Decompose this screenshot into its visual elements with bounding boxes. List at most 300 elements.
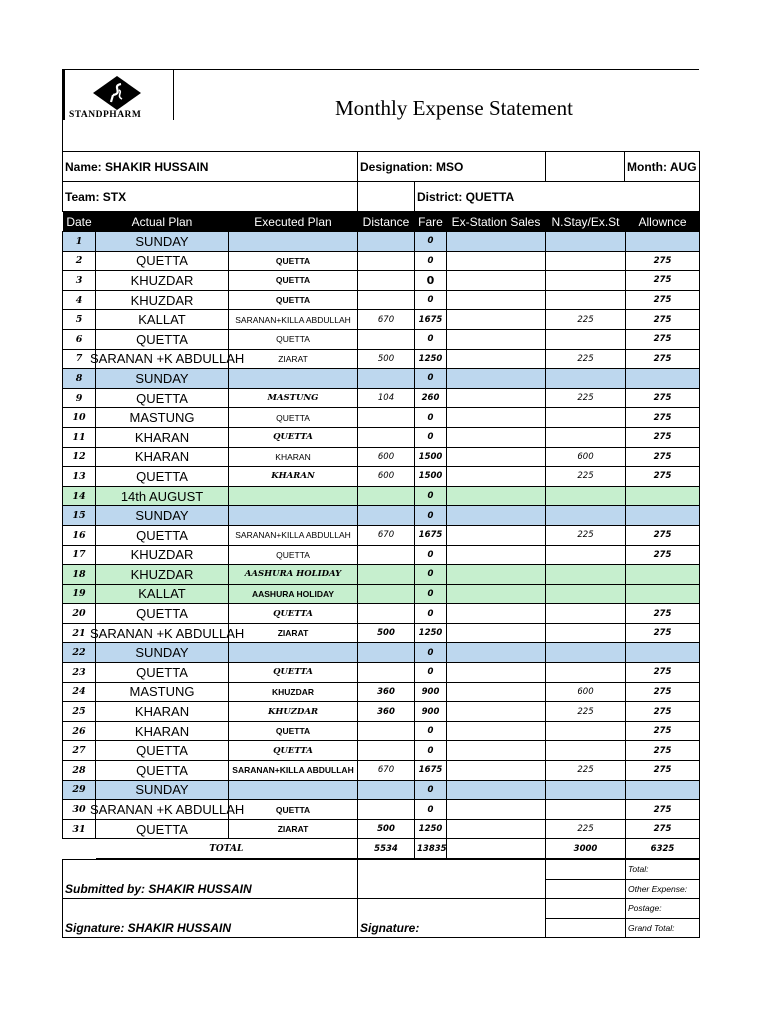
row-fare: 0 (415, 232, 447, 252)
row-actual-plan: KHUZDAR (96, 545, 229, 565)
expense-row (63, 584, 700, 604)
row-distance (358, 663, 415, 683)
row-ex-station-sales (447, 584, 546, 604)
row-distance (358, 329, 415, 349)
row-executed-plan: QUETTA (229, 251, 358, 271)
row-executed-plan: QUETTA (229, 545, 358, 565)
row-ex-station-sales (447, 251, 546, 271)
row-date: 17 (63, 545, 96, 565)
row-allowance: 275 (626, 388, 700, 408)
row-ex-station-sales (447, 702, 546, 722)
expense-table (62, 212, 700, 859)
row-ex-station-sales (447, 741, 546, 761)
row-ex-station-sales (447, 467, 546, 487)
row-distance: 500 (358, 819, 415, 839)
expense-row (63, 310, 700, 330)
expense-row (63, 761, 700, 781)
row-distance (358, 506, 415, 526)
row-actual-plan: KHARAN (96, 721, 229, 741)
row-executed-plan: MASTUNG (229, 388, 358, 408)
row-distance (358, 408, 415, 428)
row-fare: 900 (415, 682, 447, 702)
row-allowance: 275 (626, 329, 700, 349)
row-nstay (546, 486, 626, 506)
expense-row (63, 545, 700, 565)
row-nstay (546, 604, 626, 624)
row-ex-station-sales (447, 643, 546, 663)
expense-row (63, 604, 700, 624)
row-ex-station-sales (447, 682, 546, 702)
row-distance (358, 604, 415, 624)
row-actual-plan: KALLAT (96, 584, 229, 604)
row-distance (358, 486, 415, 506)
total-allowance: 6325 (626, 839, 700, 859)
row-date: 13 (63, 467, 96, 487)
row-executed-plan: QUETTA (229, 427, 358, 447)
row-date: 9 (63, 388, 96, 408)
row-distance: 360 (358, 702, 415, 722)
row-distance (358, 290, 415, 310)
expense-row (63, 369, 700, 389)
row-nstay (546, 329, 626, 349)
row-executed-plan: QUETTA (229, 408, 358, 428)
expense-row (63, 271, 700, 291)
document-title: Monthly Expense Statement (335, 96, 573, 120)
row-executed-plan (229, 486, 358, 506)
row-nstay: 225 (546, 349, 626, 369)
employee-info-table (62, 151, 700, 212)
row-ex-station-sales (447, 525, 546, 545)
row-executed-plan: QUETTA (229, 290, 358, 310)
row-distance (358, 251, 415, 271)
row-fare: 900 (415, 702, 447, 722)
row-actual-plan: QUETTA (96, 761, 229, 781)
row-nstay: 600 (546, 682, 626, 702)
row-allowance (626, 565, 700, 585)
row-executed-plan: SARANAN+KILLA ABDULLAH (229, 525, 358, 545)
other-expense-label: Other Expense: (626, 879, 700, 899)
row-nstay (546, 232, 626, 252)
row-executed-plan: QUETTA (229, 663, 358, 683)
row-date: 5 (63, 310, 96, 330)
row-fare: 1250 (415, 623, 447, 643)
expense-row (63, 819, 700, 839)
employee-district: District: QUETTA (415, 182, 700, 212)
row-fare: 0 (415, 780, 447, 800)
row-distance: 670 (358, 525, 415, 545)
company-logo (62, 70, 174, 120)
signature-submitter: Signature: SHAKIR HUSSAIN (63, 899, 358, 938)
row-executed-plan: AASHURA HOLIDAY (229, 584, 358, 604)
row-actual-plan: QUETTA (96, 819, 229, 839)
expense-row (63, 408, 700, 428)
row-distance: 600 (358, 467, 415, 487)
row-executed-plan: KHUZDAR (229, 682, 358, 702)
row-fare: 0 (415, 427, 447, 447)
row-distance: 104 (358, 388, 415, 408)
row-allowance: 275 (626, 721, 700, 741)
row-allowance (626, 643, 700, 663)
row-ex-station-sales (447, 721, 546, 741)
row-fare: 1675 (415, 525, 447, 545)
row-executed-plan (229, 506, 358, 526)
row-actual-plan: QUETTA (96, 741, 229, 761)
employee-team: Team: STX (63, 182, 358, 212)
expense-row (63, 290, 700, 310)
expense-row (63, 388, 700, 408)
row-allowance: 275 (626, 349, 700, 369)
col-header-distance: Distance (358, 212, 415, 232)
row-ex-station-sales (447, 290, 546, 310)
row-distance (358, 643, 415, 663)
submitted-by: Submitted by: SHAKIR HUSSAIN (63, 860, 358, 899)
row-date: 3 (63, 271, 96, 291)
row-nstay (546, 565, 626, 585)
row-actual-plan: SUNDAY (96, 506, 229, 526)
standpharm-logo-icon (91, 76, 143, 110)
expense-row (63, 702, 700, 722)
row-actual-plan: QUETTA (96, 329, 229, 349)
row-actual-plan: QUETTA (96, 663, 229, 683)
row-actual-plan: 14th AUGUST (96, 486, 229, 506)
row-allowance: 275 (626, 525, 700, 545)
blank-cell (358, 182, 415, 212)
row-allowance: 275 (626, 251, 700, 271)
expense-sheet (62, 69, 699, 938)
row-fare: 0 (415, 545, 447, 565)
row-executed-plan: QUETTA (229, 271, 358, 291)
row-actual-plan: KHUZDAR (96, 271, 229, 291)
row-ex-station-sales (447, 486, 546, 506)
row-date: 28 (63, 761, 96, 781)
total-label: TOTAL (96, 839, 358, 859)
row-executed-plan (229, 232, 358, 252)
row-actual-plan: KHARAN (96, 447, 229, 467)
row-allowance: 275 (626, 800, 700, 820)
row-actual-plan: SARANAN +K ABDULLAH (96, 800, 229, 820)
row-actual-plan: QUETTA (96, 604, 229, 624)
row-date: 31 (63, 819, 96, 839)
logo-text: STANDPHARM (69, 110, 142, 120)
row-actual-plan: QUETTA (96, 388, 229, 408)
row-distance (358, 545, 415, 565)
row-date: 2 (63, 251, 96, 271)
row-allowance: 275 (626, 310, 700, 330)
row-fare: 1675 (415, 310, 447, 330)
row-executed-plan (229, 780, 358, 800)
row-actual-plan: MASTUNG (96, 408, 229, 428)
row-allowance: 275 (626, 290, 700, 310)
row-date: 21 (63, 623, 96, 643)
row-nstay (546, 369, 626, 389)
row-fare: 0 (415, 408, 447, 428)
row-allowance: 275 (626, 663, 700, 683)
row-nstay: 225 (546, 761, 626, 781)
row-ex-station-sales (447, 232, 546, 252)
row-nstay (546, 271, 626, 291)
row-ex-station-sales (447, 506, 546, 526)
row-executed-plan: KHARAN (229, 467, 358, 487)
row-ex-station-sales (447, 349, 546, 369)
row-nstay: 225 (546, 388, 626, 408)
total-distance: 5534 (358, 839, 415, 859)
row-ex-station-sales (447, 800, 546, 820)
row-nstay (546, 643, 626, 663)
row-executed-plan: KHUZDAR (229, 702, 358, 722)
expense-row (63, 741, 700, 761)
row-allowance: 275 (626, 427, 700, 447)
expense-row (63, 349, 700, 369)
row-allowance: 275 (626, 741, 700, 761)
statement-month: Month: AUG (625, 152, 700, 182)
row-nstay (546, 545, 626, 565)
row-distance: 670 (358, 761, 415, 781)
row-executed-plan: SARANAN+KILLA ABDULLAH (229, 761, 358, 781)
row-date: 10 (63, 408, 96, 428)
row-allowance: 275 (626, 545, 700, 565)
row-ex-station-sales (447, 819, 546, 839)
row-executed-plan: QUETTA (229, 741, 358, 761)
expense-row (63, 623, 700, 643)
row-distance (358, 780, 415, 800)
row-allowance (626, 486, 700, 506)
row-allowance (626, 369, 700, 389)
row-distance: 500 (358, 349, 415, 369)
row-date: 25 (63, 702, 96, 722)
row-date: 16 (63, 525, 96, 545)
row-distance (358, 271, 415, 291)
col-header-executed-plan: Executed Plan (229, 212, 358, 232)
row-actual-plan: SUNDAY (96, 369, 229, 389)
expense-row (63, 643, 700, 663)
expense-row (63, 682, 700, 702)
row-date: 19 (63, 584, 96, 604)
row-fare: 1500 (415, 467, 447, 487)
row-date: 1 (63, 232, 96, 252)
row-executed-plan: AASHURA HOLIDAY (229, 565, 358, 585)
row-nstay (546, 251, 626, 271)
row-fare: 1250 (415, 349, 447, 369)
row-nstay (546, 408, 626, 428)
row-distance (358, 427, 415, 447)
row-nstay (546, 290, 626, 310)
row-nstay: 225 (546, 310, 626, 330)
row-nstay: 600 (546, 447, 626, 467)
footer-table (62, 859, 700, 938)
row-distance (358, 584, 415, 604)
expense-row (63, 486, 700, 506)
postage-label: Postage: (626, 899, 700, 919)
row-fare: 260 (415, 388, 447, 408)
row-actual-plan: KHARAN (96, 427, 229, 447)
row-distance: 670 (358, 310, 415, 330)
row-fare: 0 (415, 486, 447, 506)
row-allowance: 275 (626, 447, 700, 467)
row-date: 29 (63, 780, 96, 800)
row-executed-plan: QUETTA (229, 604, 358, 624)
row-actual-plan: SUNDAY (96, 232, 229, 252)
expense-row (63, 251, 700, 271)
col-header-date: Date (63, 212, 96, 232)
row-allowance (626, 584, 700, 604)
row-allowance (626, 780, 700, 800)
row-executed-plan: ZIARAT (229, 349, 358, 369)
row-executed-plan: ZIARAT (229, 623, 358, 643)
expense-row (63, 721, 700, 741)
col-header-fare: Fare (415, 212, 447, 232)
row-executed-plan: QUETTA (229, 800, 358, 820)
row-date: 4 (63, 290, 96, 310)
totals-row (63, 839, 700, 859)
col-header-actual-plan: Actual Plan (96, 212, 229, 232)
row-actual-plan: KHUZDAR (96, 565, 229, 585)
row-date: 6 (63, 329, 96, 349)
row-date: 24 (63, 682, 96, 702)
expense-row (63, 565, 700, 585)
row-fare: 0 (415, 663, 447, 683)
row-date: 27 (63, 741, 96, 761)
col-header-ex-station-sales: Ex-Station Sales (447, 212, 546, 232)
row-date: 30 (63, 800, 96, 820)
row-fare: 0 (415, 584, 447, 604)
row-ex-station-sales (447, 310, 546, 330)
row-fare: 0 (415, 604, 447, 624)
row-nstay: 225 (546, 702, 626, 722)
row-distance: 600 (358, 447, 415, 467)
row-nstay: 225 (546, 525, 626, 545)
row-actual-plan: QUETTA (96, 467, 229, 487)
row-executed-plan: QUETTA (229, 721, 358, 741)
row-nstay (546, 663, 626, 683)
row-ex-station-sales (447, 761, 546, 781)
row-fare: 0 (415, 800, 447, 820)
row-nstay (546, 741, 626, 761)
expense-row (63, 447, 700, 467)
row-date: 11 (63, 427, 96, 447)
row-nstay (546, 584, 626, 604)
row-executed-plan: ZIARAT (229, 819, 358, 839)
row-fare: 0 (415, 369, 447, 389)
row-date: 7 (63, 349, 96, 369)
expense-row (63, 800, 700, 820)
row-fare: 1675 (415, 761, 447, 781)
row-fare: 0 (415, 251, 447, 271)
row-executed-plan: SARANAN+KILLA ABDULLAH (229, 310, 358, 330)
expense-row (63, 506, 700, 526)
row-allowance: 275 (626, 819, 700, 839)
row-nstay (546, 623, 626, 643)
row-executed-plan (229, 643, 358, 663)
row-distance (358, 721, 415, 741)
row-allowance (626, 232, 700, 252)
total-nstay: 3000 (546, 839, 626, 859)
row-actual-plan: SUNDAY (96, 780, 229, 800)
row-fare: 0 (415, 271, 447, 291)
row-actual-plan: KHUZDAR (96, 290, 229, 310)
row-date: 23 (63, 663, 96, 683)
column-header-row (63, 212, 700, 232)
row-actual-plan: SARANAN +K ABDULLAH (96, 623, 229, 643)
row-ex-station-sales (447, 329, 546, 349)
row-actual-plan: SARANAN +K ABDULLAH (96, 349, 229, 369)
row-allowance: 275 (626, 467, 700, 487)
row-fare: 1500 (415, 447, 447, 467)
row-fare: 0 (415, 290, 447, 310)
row-allowance: 275 (626, 682, 700, 702)
row-fare: 0 (415, 721, 447, 741)
expense-row (63, 525, 700, 545)
row-distance (358, 232, 415, 252)
grand-total-label: Grand Total: (626, 918, 700, 938)
row-nstay (546, 506, 626, 526)
row-fare: 0 (415, 329, 447, 349)
row-fare: 1250 (415, 819, 447, 839)
row-ex-station-sales (447, 447, 546, 467)
row-actual-plan: KALLAT (96, 310, 229, 330)
row-allowance: 275 (626, 408, 700, 428)
row-ex-station-sales (447, 369, 546, 389)
row-ex-station-sales (447, 565, 546, 585)
row-actual-plan: QUETTA (96, 251, 229, 271)
row-ex-station-sales (447, 663, 546, 683)
row-allowance: 275 (626, 604, 700, 624)
row-date: 14 (63, 486, 96, 506)
expense-row (63, 427, 700, 447)
row-allowance (626, 506, 700, 526)
row-actual-plan: MASTUNG (96, 682, 229, 702)
row-actual-plan: KHARAN (96, 702, 229, 722)
row-date: 22 (63, 643, 96, 663)
row-date: 20 (63, 604, 96, 624)
expense-row (63, 780, 700, 800)
row-ex-station-sales (447, 623, 546, 643)
col-header-nstay: N.Stay/Ex.St (546, 212, 626, 232)
row-ex-station-sales (447, 388, 546, 408)
row-ex-station-sales (447, 604, 546, 624)
row-allowance: 275 (626, 623, 700, 643)
row-nstay: 225 (546, 467, 626, 487)
employee-designation: Designation: MSO (358, 152, 546, 182)
row-distance: 360 (358, 682, 415, 702)
row-date: 18 (63, 565, 96, 585)
row-distance (358, 565, 415, 585)
expense-row (63, 663, 700, 683)
row-distance: 500 (358, 623, 415, 643)
row-executed-plan (229, 369, 358, 389)
row-fare: 0 (415, 741, 447, 761)
row-ex-station-sales (447, 780, 546, 800)
total-fare: 13835 (415, 839, 447, 859)
expense-row (63, 467, 700, 487)
row-allowance: 275 (626, 271, 700, 291)
row-actual-plan: SUNDAY (96, 643, 229, 663)
row-fare: 0 (415, 643, 447, 663)
employee-name: Name: SHAKIR HUSSAIN (63, 152, 358, 182)
row-fare: 0 (415, 565, 447, 585)
total-label-cell: Total: (626, 860, 700, 880)
row-date: 8 (63, 369, 96, 389)
row-executed-plan: QUETTA (229, 329, 358, 349)
row-date: 12 (63, 447, 96, 467)
expense-row (63, 329, 700, 349)
row-nstay (546, 427, 626, 447)
blank-cell (546, 152, 625, 182)
row-ex-station-sales (447, 427, 546, 447)
col-header-allowance: Allownce (626, 212, 700, 232)
row-fare: 0 (415, 506, 447, 526)
row-ex-station-sales (447, 271, 546, 291)
row-nstay (546, 780, 626, 800)
